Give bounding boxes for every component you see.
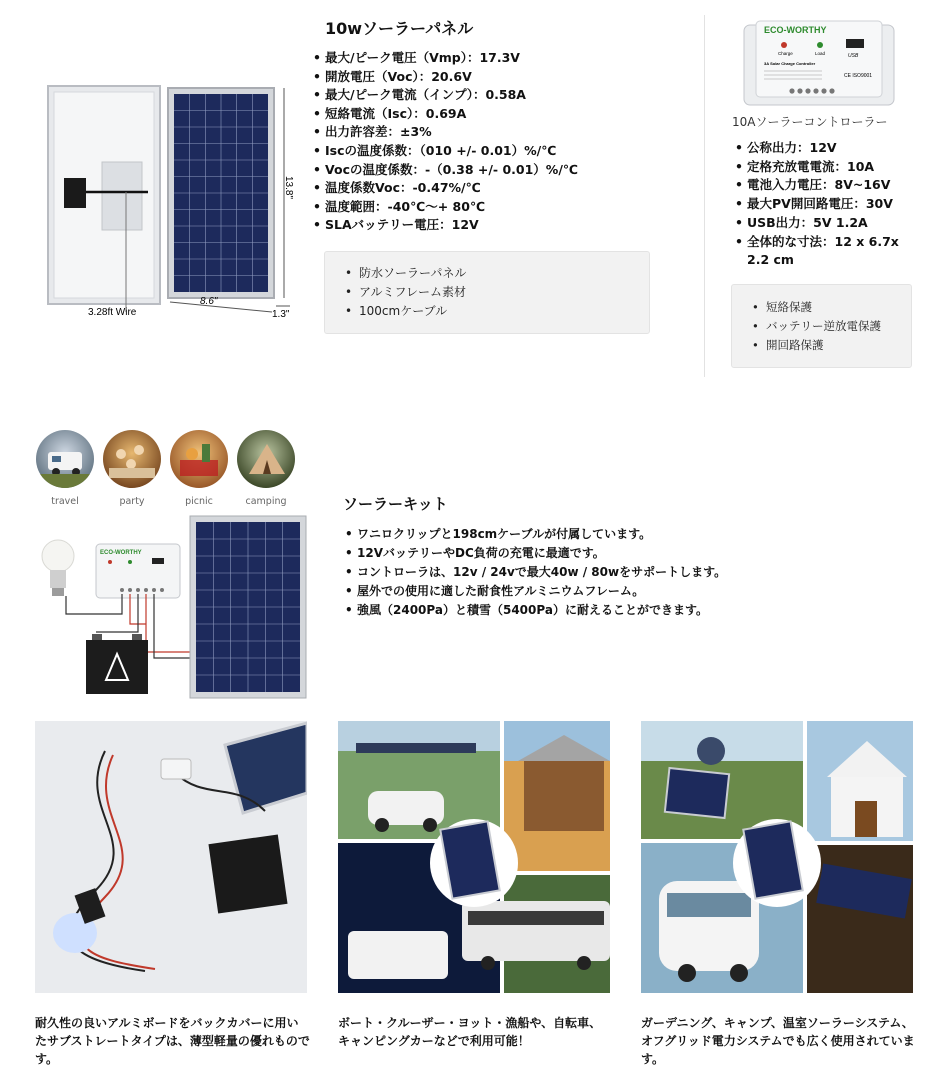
panel-width-label: 8.6": [200, 296, 218, 307]
travel-icon: [36, 430, 94, 488]
controller-spec-item: • 電池入力電圧：8V~16V: [730, 176, 930, 195]
photo-kit-setup: [35, 721, 307, 993]
controller-spec-item: • 全体的な寸法：12 x 6.7x 2.2 cm: [730, 233, 917, 270]
panel-spec-item: • Vocの温度係数：-（0.38 +/- 0.01）%/℃: [310, 161, 670, 180]
use-label-camping: camping: [245, 496, 287, 507]
panel-spec-item: • 温度係数Voc：-0.47%/℃: [310, 179, 670, 198]
controller-model: 3A Solar Charge Controller: [764, 61, 816, 66]
panel-feature-box: [324, 251, 650, 334]
use-label-travel: travel: [51, 496, 79, 507]
panel-feature-item: • アルミフレーム素材: [345, 283, 649, 302]
picnic-icon: [170, 430, 228, 488]
controller-spec-item: • 最大PV開回路電圧：30V: [730, 195, 930, 214]
panel-spec-item: • 出力許容差：±3%: [310, 123, 670, 142]
diagram-brand: ECO-WORTHY: [100, 550, 142, 556]
use-label-party: party: [119, 496, 145, 507]
party-icon: [103, 430, 161, 488]
photo-caption: ボート・クルーザー・ヨット・漁船や、自転車、キャンピングカーなどで利用可能！: [338, 1016, 602, 1048]
load-label: Load: [815, 51, 826, 56]
panel-spec-item: • SLAバッテリー電圧：12V: [310, 216, 670, 235]
kit-feature-item: • コントローラは、12v / 24vで最大40w / 80wをサポートします。: [345, 563, 945, 582]
panel-spec-item: • 最大/ピーク電流（インプ）：0.58A: [310, 86, 670, 105]
panel-depth-label: 1.3": [272, 309, 290, 320]
kit-feature-item: • 屋外での使用に適した耐食性アルミニウムフレーム。: [345, 582, 945, 601]
use-case-icons: [34, 430, 300, 510]
panel-spec-item: • 最大/ピーク電圧（Vmp）：17.3V: [310, 49, 670, 68]
wire-length-label: 3.28ft Wire: [88, 307, 137, 318]
panel-spec-item: • Iscの温度係数：（010 +/- 0.01）%/℃: [310, 142, 670, 161]
solar-kit-diagram: [36, 512, 308, 700]
photo-vehicles-collage: [338, 721, 610, 993]
controller-feature-item: • バッテリー逆放電保護: [752, 317, 911, 336]
usb-label: USB: [848, 53, 859, 59]
controller-spec-list: [730, 139, 930, 270]
kit-feature-item: • 12VバッテリーやDC負荷の充電に最適です。: [345, 544, 945, 563]
charge-controller-image: [742, 19, 896, 107]
panel-feature-item: • 100cmケーブル: [345, 302, 649, 321]
controller-title: 10Aソーラーコントローラー: [732, 115, 888, 129]
charge-label: Charge: [778, 51, 793, 56]
panel-height-label: 13.8": [283, 176, 294, 200]
solar-panel-figure: [40, 80, 302, 320]
kit-feature-item: • ワニロクリップと198cmケーブルが付属しています。: [345, 525, 945, 544]
controller-spec-item: • USB出力：5V 1.2A: [730, 214, 930, 233]
controller-brand: ECO-WORTHY: [764, 25, 827, 35]
photo-outdoor-collage: [641, 721, 913, 993]
kit-feature-item: • 強風（2400Pa）と積雪（5400Pa）に耐えることができます。: [345, 601, 945, 620]
camping-icon: [237, 430, 295, 488]
kit-feature-list: [345, 525, 945, 620]
photo-caption: ガーデニング、キャンプ、温室ソーラーシステム、オフグリッド電力システムでも広く使用されています。: [641, 1016, 915, 1066]
section-divider: [704, 15, 705, 377]
controller-feature-item: • 開回路保護: [752, 336, 911, 355]
cert-label: CE ISO9001: [844, 73, 873, 79]
panel-feature-item: • 防水ソーラーパネル: [345, 264, 649, 283]
controller-spec-item: • 定格充放電電流：10A: [730, 158, 930, 177]
controller-spec-item: • 公称出力：12V: [730, 139, 930, 158]
panel-spec-item: • 温度範囲：-40℃～+ 80℃: [310, 198, 670, 217]
use-label-picnic: picnic: [185, 496, 213, 507]
kit-title: ソーラーキット: [343, 495, 448, 513]
panel-spec-item: • 開放電圧（Voc）：20.6V: [310, 68, 670, 87]
controller-feature-box: [731, 284, 912, 368]
panel-spec-list: [310, 49, 670, 235]
panel-title: 10wソーラーパネル: [325, 19, 474, 38]
panel-spec-item: • 短絡電流（Isc）：0.69A: [310, 105, 670, 124]
photo-caption: 耐久性の良いアルミボードをバックカバーに用いたサブストレートタイプは、薄型軽量の優れものです。: [35, 1016, 310, 1066]
controller-feature-item: • 短絡保護: [752, 298, 911, 317]
